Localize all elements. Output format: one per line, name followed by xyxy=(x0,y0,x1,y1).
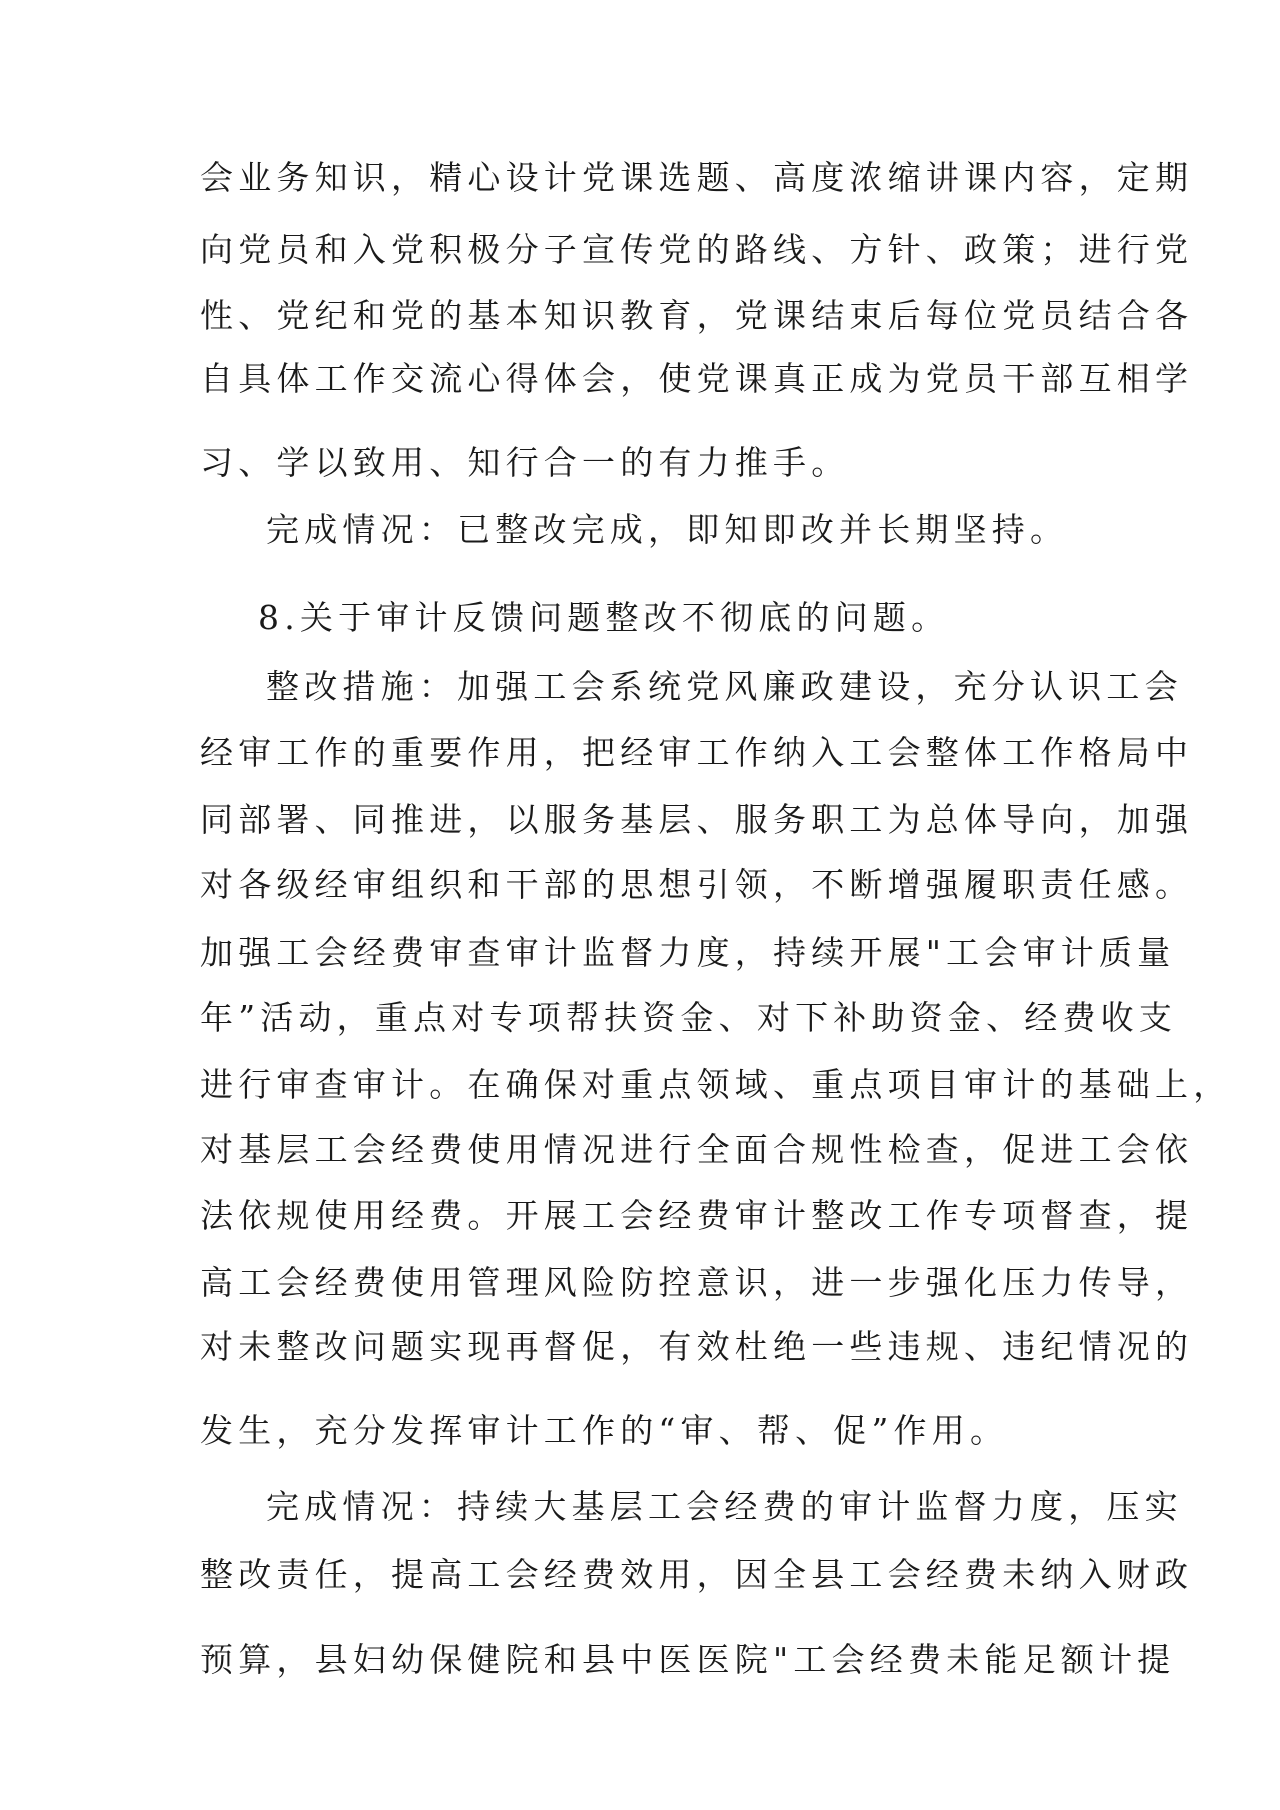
text-line: 习、学以致用、知行合一的有力推手。 xyxy=(200,443,850,482)
text-line: 整改责任，提高工会经费效用，因全县工会经费未纳入财政 xyxy=(200,1555,1194,1594)
text-line: 年”活动，重点对专项帮扶资金、对下补助资金、经费收支 xyxy=(200,998,1178,1037)
text-line: 对未整改问题实现再督促，有效杜绝一些违规、违纪情况的 xyxy=(200,1327,1194,1366)
text-line: 发生，充分发挥审计工作的“审、帮、促”作用。 xyxy=(200,1411,1009,1450)
text-line: 对基层工会经费使用情况进行全面合规性检查，促进工会依 xyxy=(200,1130,1194,1169)
text-line: 经审工作的重要作用，把经审工作纳入工会整体工作格局中 xyxy=(200,733,1194,772)
text-line: 高工会经费使用管理风险防控意识，进一步强化压力传导， xyxy=(200,1263,1194,1302)
text-line: 完成情况：持续大基层工会经费的审计监督力度，压实 xyxy=(266,1487,1183,1526)
text-line: 法依规使用经费。开展工会经费审计整改工作专项督查，提 xyxy=(200,1196,1194,1235)
text-line: 整改措施：加强工会系统党风廉政建设，充分认识工会 xyxy=(266,667,1183,706)
text-line: 同部署、同推进，以服务基层、服务职工为总体导向，加强 xyxy=(200,800,1194,839)
text-line: 性、党纪和党的基本知识教育，党课结束后每位党员结合各 xyxy=(200,296,1194,335)
text-line: 加强工会经费审查审计监督力度，持续开展"工会审计质量 xyxy=(200,933,1176,972)
text-line: 对各级经审组织和干部的思想引领，不断增强履职责任感。 xyxy=(200,865,1194,904)
section-heading: 8.关于审计反馈问题整改不彻底的问题。 xyxy=(258,598,950,637)
text-line: 预算，县妇幼保健院和县中医医院"工会经费未能足额计提 xyxy=(200,1640,1176,1679)
text-line: 自具体工作交流心得体会，使党课真正成为党员干部互相学 xyxy=(200,359,1194,398)
text-line: 完成情况：已整改完成，即知即改并长期坚持。 xyxy=(266,510,1069,549)
text-line: 进行审查审计。在确保对重点领域、重点项目审计的基础上， xyxy=(200,1065,1232,1104)
text-line: 向党员和入党积极分子宣传党的路线、方针、政策；进行党 xyxy=(200,230,1194,269)
text-line: 会业务知识，精心设计党课选题、高度浓缩讲课内容，定期 xyxy=(200,158,1194,197)
